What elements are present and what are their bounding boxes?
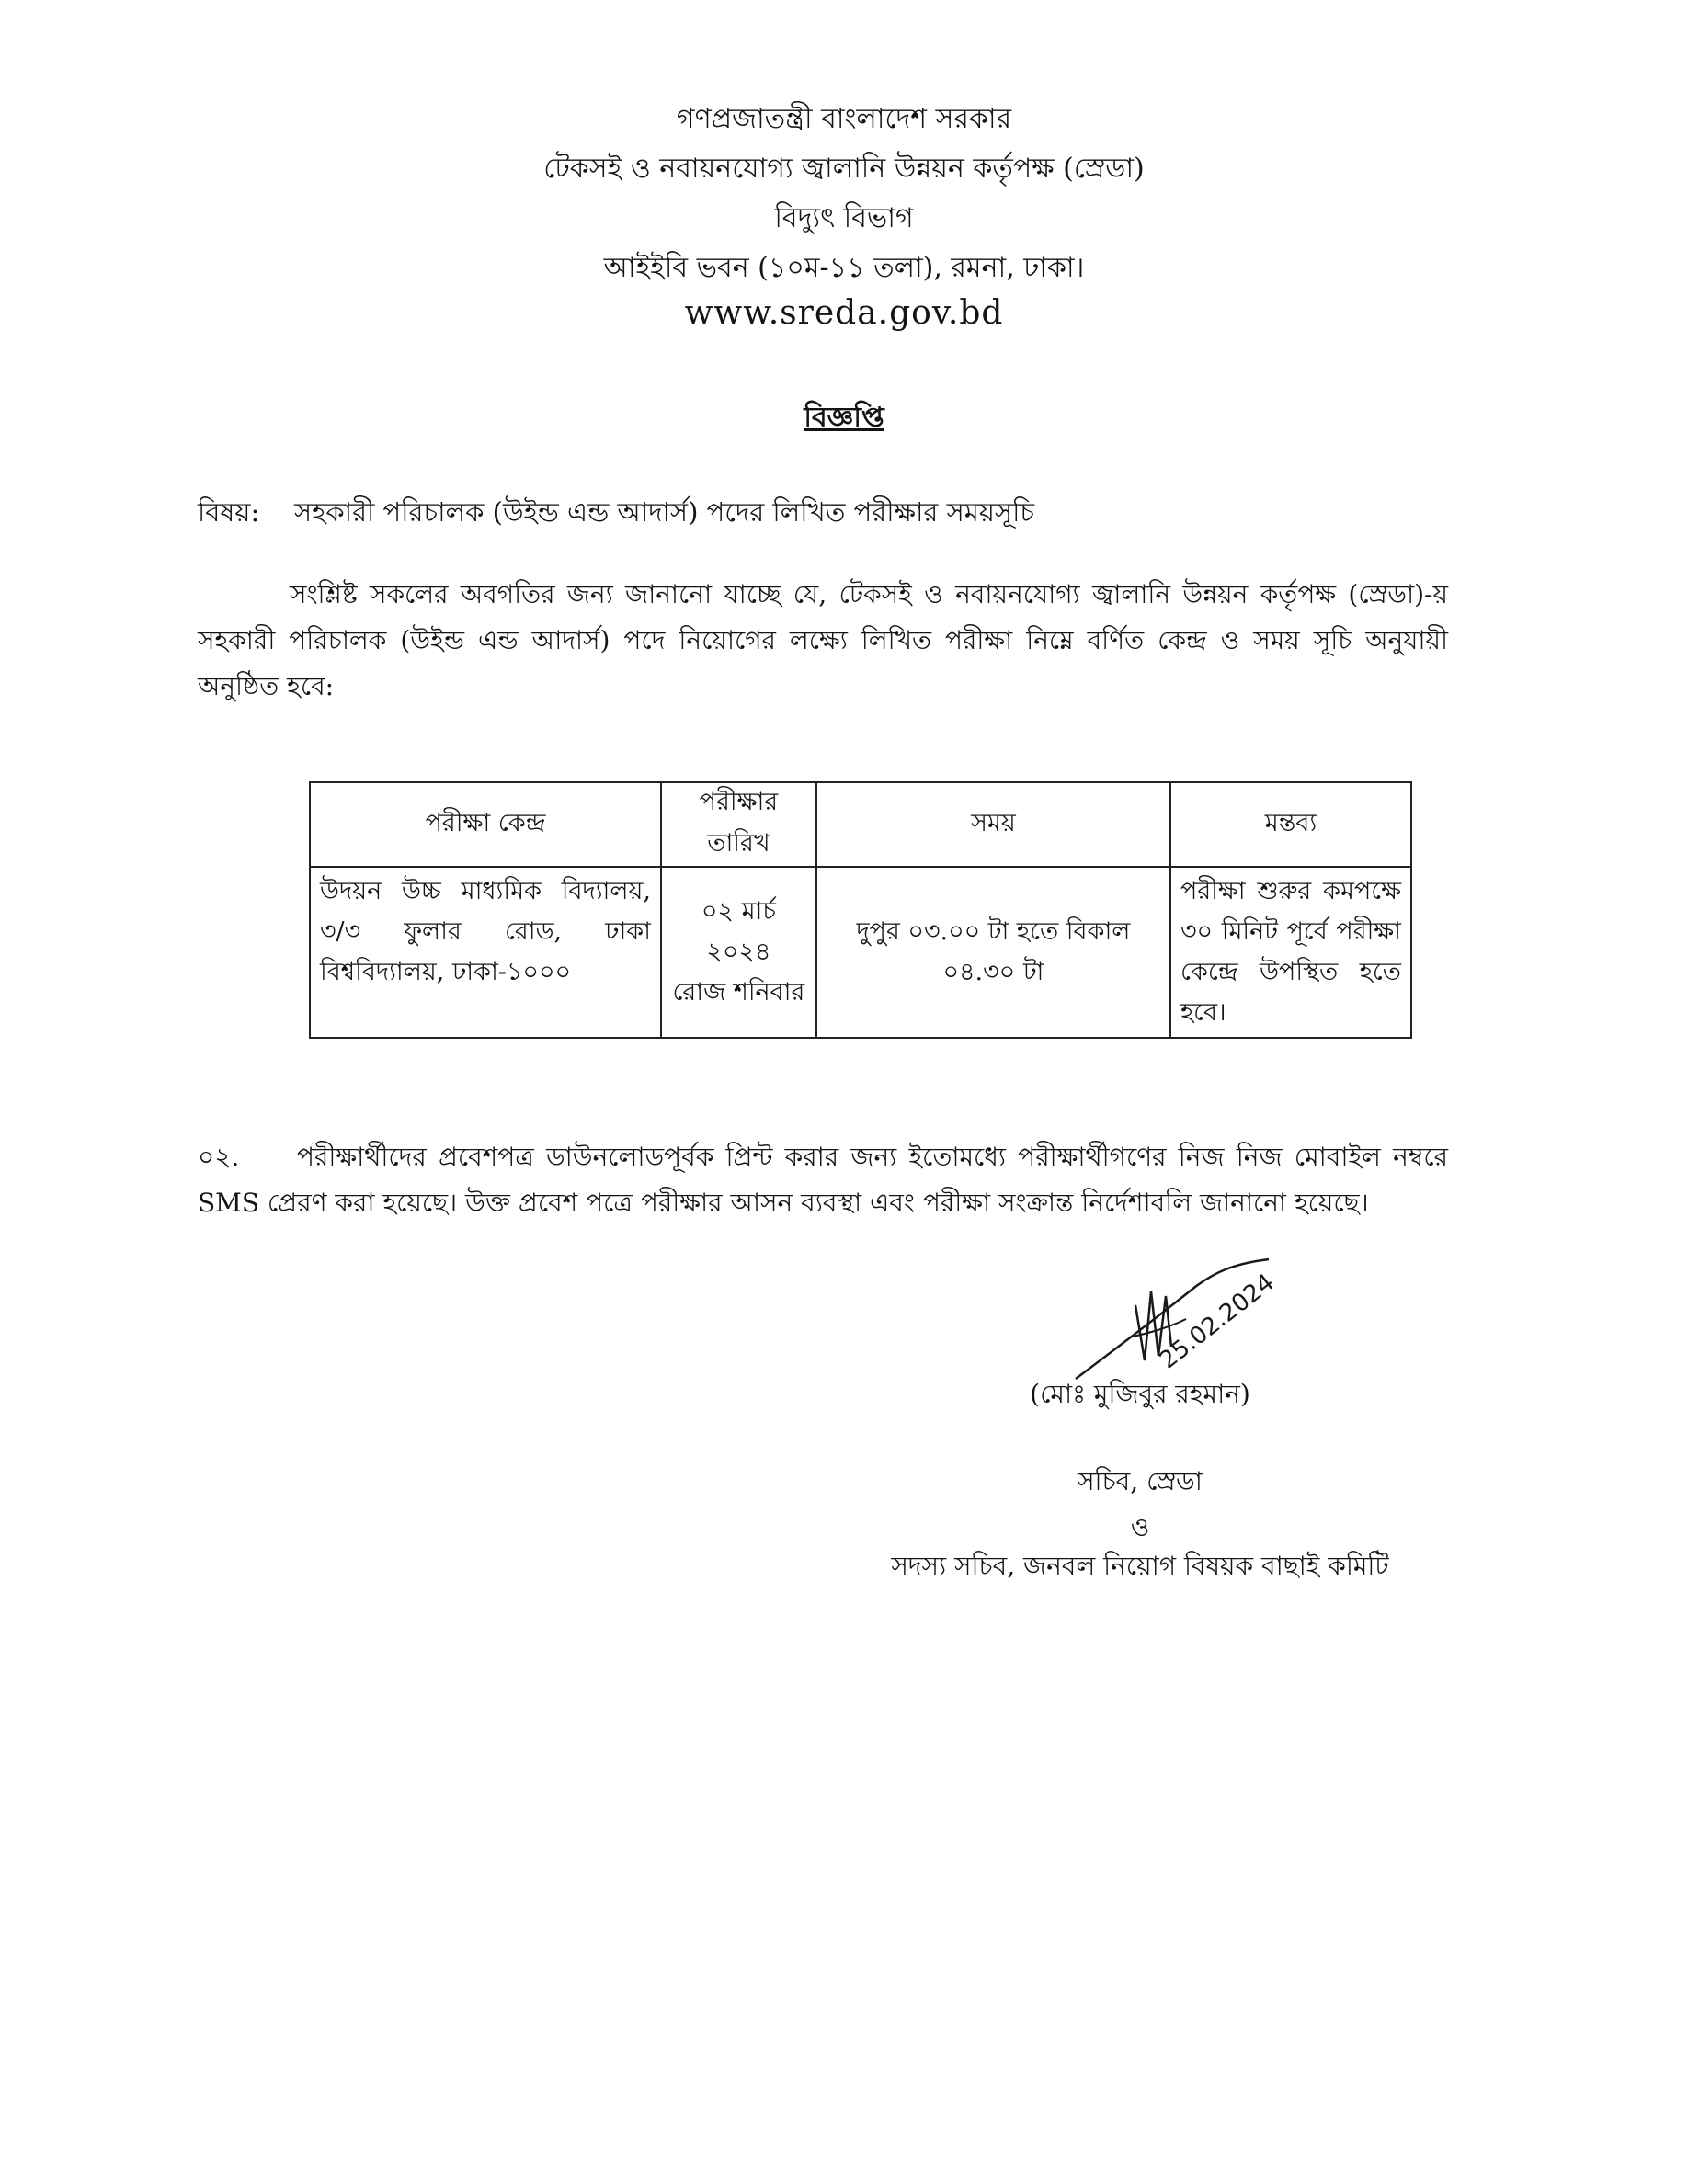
notice-paragraph-1: সংশ্লিষ্ট সকলের অবগতির জন্য জানানো যাচ্ছে যে, টেকসই ও নবায়নযোগ্য জ্বালানি উন্নয়ন কর্তৃপক্ষ (স্রেডা)-য় সহকারী পরিচালক (উইন্ড এন্ড আদার্স) পদে নিয়োগের লক্ষ্যে লিখিত পরীক্ষা নিম্নে বর্ণিত কেন্দ্র ও সময় সূচি অনুযায়ী অনুষ্ঠিত হবে: — [198, 579, 1448, 701]
exam-day: রোজ শনিবার — [672, 978, 805, 1007]
signatory-name: (মোঃ মুজিবুর রহমান) — [1030, 1379, 1250, 1409]
header-exam-center: পরীক্ষা কেন্দ্র — [310, 782, 661, 867]
notice-title: বিজ্ঞপ্তি — [804, 402, 884, 434]
cell-exam-center: উদয়ন উচ্চ মাধ্যমিক বিদ্যালয়, ৩/৩ ফুলার রোড, ঢাকা বিশ্ববিদ্যালয়, ঢাকা-১০০০ — [310, 867, 661, 1038]
exam-date: ০২ মার্চ ২০২৪ — [701, 897, 776, 966]
subject-label: বিষয়: — [198, 496, 260, 528]
cell-exam-date — [661, 867, 816, 1038]
notice-paragraph-2 — [198, 1134, 1448, 1226]
exam-schedule-table — [309, 781, 1412, 1039]
table-row — [310, 867, 1411, 1038]
header-remarks: মন্তব্য — [1170, 782, 1411, 867]
header-exam-date: পরীক্ষার তারিখ — [661, 782, 816, 867]
signature-date: 25.02.2024 — [1154, 1268, 1280, 1375]
header-address: আইইবি ভবন (১০ম-১১ তলা), রমনা, ঢাকা। — [603, 252, 1085, 284]
paragraph-number: ০২. — [198, 1142, 240, 1172]
header-time: সময় — [816, 782, 1170, 867]
handwritten-signature — [1057, 1250, 1315, 1388]
signatory-conjunction: ও — [1130, 1512, 1150, 1542]
header-authority: টেকসই ও নবায়নযোগ্য জ্বালানি উন্নয়ন কর্তৃপক্ষ (স্রেডা) — [543, 153, 1145, 185]
header-government: গণপ্রজাতন্ত্রী বাংলাদেশ সরকার — [676, 103, 1012, 135]
signatory-designation-1: সচিব, স্রেডা — [1078, 1466, 1203, 1496]
subject-text: সহকারী পরিচালক (উইন্ড এন্ড আদার্স) পদের লিখিত পরীক্ষার সময়সূচি — [294, 496, 1035, 528]
table-header-row — [310, 782, 1411, 867]
signatory-designation-2: সদস্য সচিব, জনবল নিয়োগ বিষয়ক বাছাই কমিটি — [891, 1551, 1389, 1581]
header-website: www.sreda.gov.bd — [684, 294, 1004, 332]
cell-time: দুপুর ০৩.০০ টা হতে বিকাল ০৪.৩০ টা — [816, 867, 1170, 1038]
cell-remarks: পরীক্ষা শুরুর কমপক্ষে ৩০ মিনিট পূর্বে পরীক্ষা কেন্দ্রে উপস্থিত হতে হবে। — [1170, 867, 1411, 1038]
paragraph-2-text: পরীক্ষার্থীদের প্রবেশপত্র ডাউনলোডপূর্বক প্রিন্ট করার জন্য ইতোমধ্যে পরীক্ষার্থীগণের নিজ নিজ মোবাইল নম্বরে SMS প্রেরণ করা হয়েছে। উক্ত প্রবেশ পত্রে পরীক্ষার আসন ব্যবস্থা এবং পরীক্ষা সংক্রান্ত নির্দেশাবলি জানানো হয়েছে। — [198, 1142, 1448, 1218]
header-division: বিদ্যুৎ বিভাগ — [774, 202, 914, 234]
